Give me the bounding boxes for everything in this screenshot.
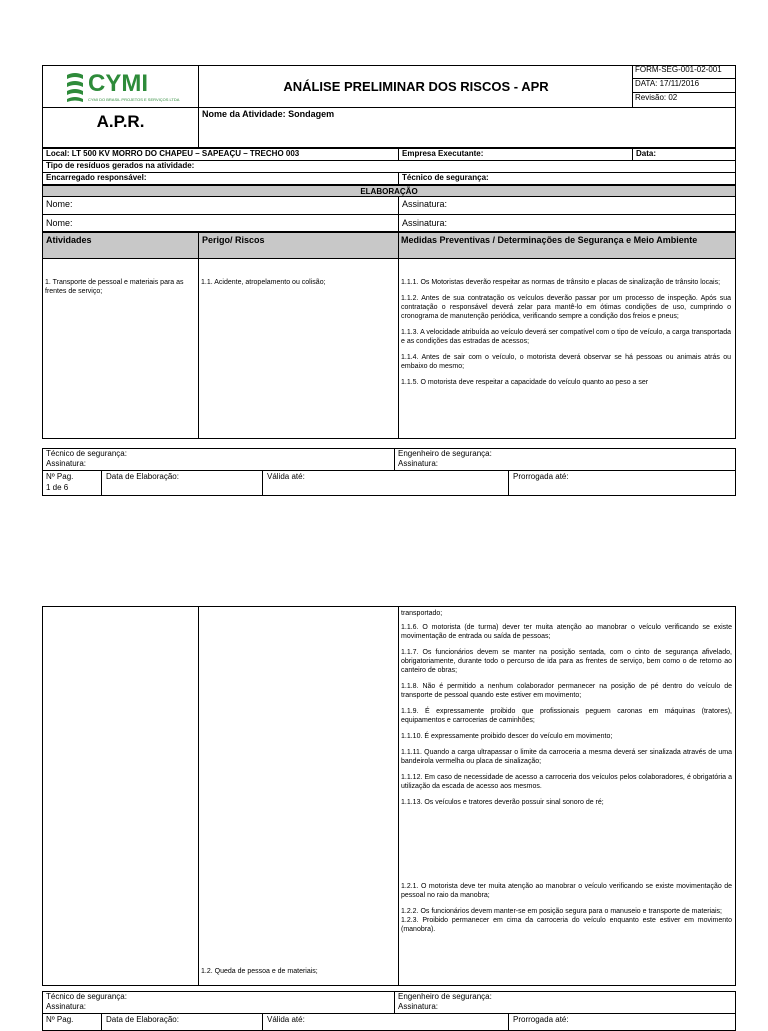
executing-company: Empresa Executante: [402,149,484,158]
activity-name: Nome da Atividade: Sondagem [202,109,335,119]
measure-item: 1.2.3. Proibido permanecer em cima da carroceria do veículo enquanto este estiver em movimento (manobra). [401,917,732,933]
footer-page-value: 1 de 6 [46,483,69,492]
elaborator-signature-2: Assinatura: [402,218,448,228]
footer-engineer-signature: Assinatura: [398,459,439,468]
cymi-logo-icon [65,71,85,103]
footer2-elab-date: Data de Elaboração: [106,1015,179,1024]
measures-page2 [401,609,732,814]
footer-page-label: Nº Pag. [46,472,74,481]
logo-subtext: CYMI DO BRASIL PROJETOS E SERVIÇOS LTDA [88,97,180,102]
footer-valid-until: Válida até: [267,472,305,481]
form-code: FORM-SEG-001-02-001 [632,65,736,79]
page2-footer [42,991,736,1031]
hazard-1-1: 1.1. Acidente, atropelamento ou colisão; [201,279,326,286]
form-revision: Revisão: 02 [635,93,678,102]
manager: Encarregado responsável: [46,173,147,182]
apr-label: A.P.R. [96,112,145,131]
measure-item: 1.2.1. O motorista deve ter muita atenção ao manobrar o veículo verificando se existe movimentação de pessoal no raio da manobra; [401,883,732,899]
footer2-valid-until: Válida até: [267,1015,305,1024]
footer2-tech-signature: Assinatura: [46,1002,87,1011]
measure-item: 1.1.13. Os veículos e tratores deverão possuir sinal sonoro de ré; [401,799,604,806]
elaborator-name-1: Nome: [46,199,73,209]
waste-type: Tipo de resíduos gerados na atividade: [46,161,195,170]
elaborator-name-2: Nome: [46,218,73,228]
column-hazard: Perigo/ Riscos [202,235,265,245]
company-logo [60,70,180,106]
hazard-1-2: 1.2. Queda de pessoa e de materiais; [201,968,318,975]
measure-item: 1.1.12. Em caso de necessidade de acesso a carroceria dos veículos pelos colaboradores, é obrigatória a utilização da escada de acesso aos mesmos. [401,774,732,790]
measure-item: 1.1.11. Quando a carga ultrapassar o limite da carroceria a mesma deverá ser sinalizada através de uma bandeirola vermelha ou placa de sinalização; [401,749,732,765]
measure-item: 1.1.8. Não é permitido a nenhum colaborador permanecer na posição de pé dentro do veículo de transporte de pessoal quando este estiver em movimento; [401,683,732,699]
footer2-tech: Técnico de segurança: [46,992,127,1001]
measure-item: 1.1.7. Os funcionários devem se manter na posição sentada, com o cinto de segurança afivelado, obrigatoriamente, durante todo o percurso de ida para as frentes de serviço, bem como o de retorno ao canteiro de obras; [401,649,732,674]
measures-page1 [401,278,731,394]
footer2-extended-until: Prorrogada até: [513,1015,569,1024]
measure-item: transportado; [401,610,443,617]
elaboration-bar: ELABORAÇÃO [42,185,736,197]
measure-item: 1.1.9. É expressamente proibido que profissionais peguem caronas em máquinas (tratores), equipamentos e carrocerias de caminhões; [401,708,732,724]
footer-extended-until: Prorrogada até: [513,472,569,481]
footer-tech-signature: Assinatura: [46,459,87,468]
form-date: DATA: 17/11/2016 [632,79,736,93]
footer-elab-date: Data de Elaboração: [106,472,179,481]
logo-text: CYMI [88,70,148,97]
measure-item: 1.1.1. Os Motoristas deverão respeitar as normas de trânsito e placas de sinalização de trânsito locais; [401,279,721,286]
measure-item: 1.1.6. O motorista (de turma) dever ter muita atenção ao manobrar o veículo verificando se existe movimentação de entrada ou saída de pessoas; [401,624,732,640]
footer-tech: Técnico de segurança: [46,449,127,458]
measure-item: 1.1.10. É expressamente proibido descer do veículo em movimento; [401,733,613,740]
elaborator-signature-1: Assinatura: [402,199,448,209]
footer-engineer: Engenheiro de segurança: [398,449,492,458]
column-measures: Medidas Preventivas / Determinações de Segurança e Meio Ambiente [401,235,698,245]
activity-1: 1. Transporte de pessoal e materiais para as frentes de serviço; [45,279,184,295]
measure-item: 1.2.2. Os funcionários devem manter-se em posição segura para o manuseio e transporte de materiais; [401,908,722,915]
document-title: ANÁLISE PRELIMINAR DOS RISCOS - APR [283,79,549,94]
location: Local: LT 500 KV MORRO DO CHAPEU – SAPEAÇU – TRECHO 003 [46,149,300,158]
measure-item: 1.1.4. Antes de sair com o veículo, o motorista deverá observar se há pessoas ou animais atrás ou embaixo do mesmo; [401,354,731,370]
measure-item: 1.1.5. O motorista deve respeitar a capacidade do veículo quanto ao peso a ser [401,379,649,386]
date-field: Data: [636,149,657,158]
footer2-engineer-signature: Assinatura: [398,1002,439,1011]
footer2-page-label: Nº Pag. [46,1015,74,1024]
footer2-engineer: Engenheiro de segurança: [398,992,492,1001]
measure-item: 1.1.2. Antes de sua contratação os veículos deverão passar por um processo de inspeção. Após sua contratação o responsável deverá zelar para mantê-lo em ótimas condições de uso, cumprindo o cronograma de manutenção periódica, verificando sempre a condição dos freios e pneus; [401,295,731,320]
safety-technician: Técnico de segurança: [402,173,489,182]
column-activities: Atividades [46,235,92,245]
measure-item: 1.1.3. A velocidade atribuída ao veículo deverá ser compatível com o tipo de veículo, a carga transportada e as condições das estradas de acessos; [401,329,731,345]
measures-page2-b [401,882,732,941]
